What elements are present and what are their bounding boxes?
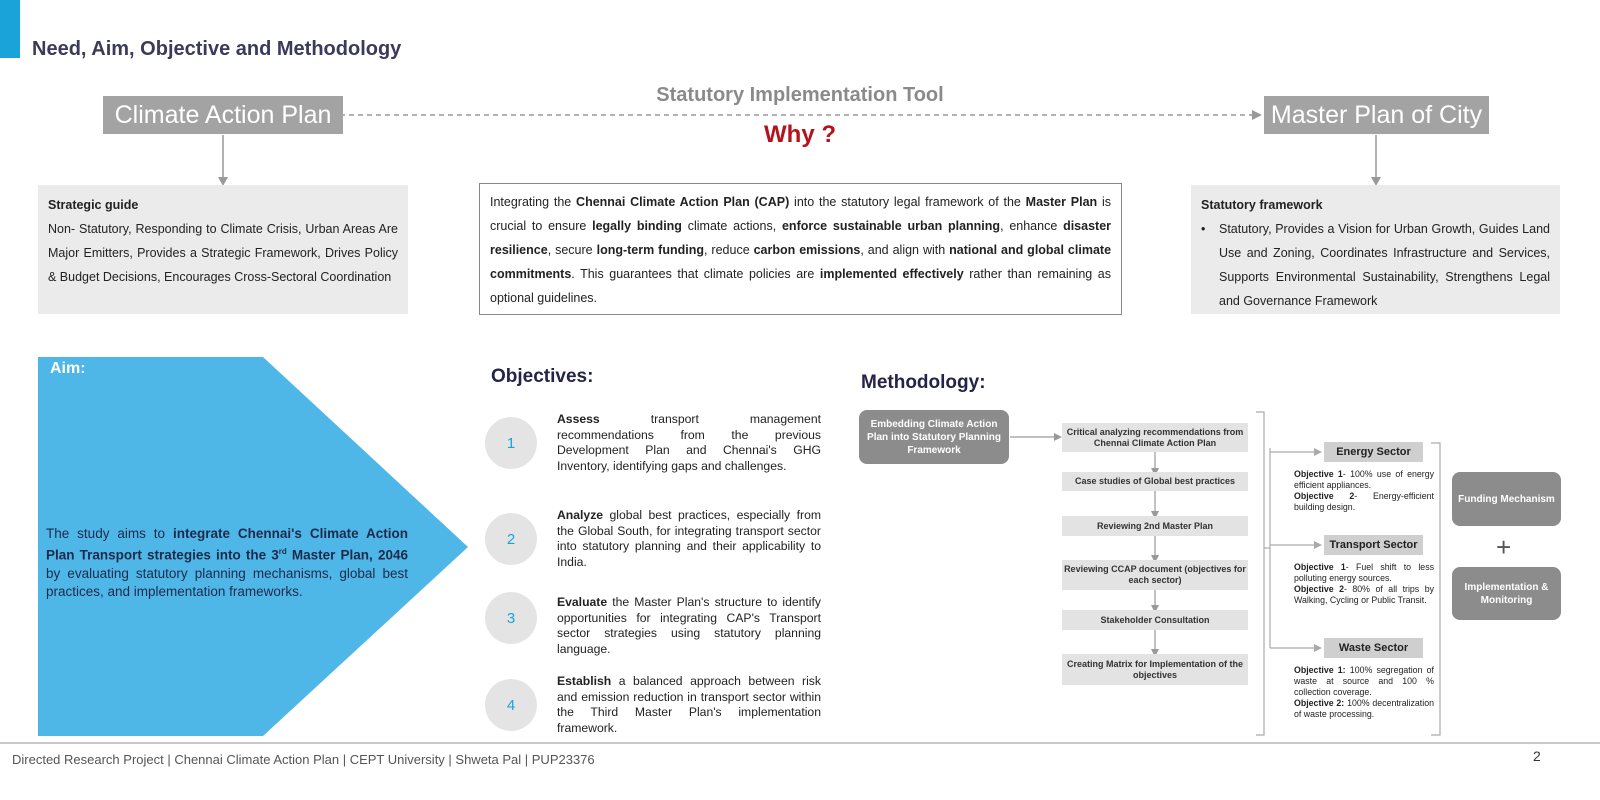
- plus-sign: +: [1496, 532, 1512, 562]
- objective-text: transport management recommendations from the previous Development Plan and Chennai's GHG Inventory, identifying gaps and challenges.: [557, 412, 821, 473]
- objective-verb: Assess: [557, 412, 600, 426]
- objective-verb: Establish: [557, 674, 612, 688]
- aim-text-bold: Master Plan, 2046: [286, 547, 408, 563]
- objective-number-2: 2: [485, 513, 537, 565]
- method-step-2: Case studies of Global best practices: [1062, 472, 1248, 491]
- climate-action-plan-box: Climate Action Plan: [103, 96, 343, 134]
- statutory-body: Statutory, Provides a Vision for Urban Growth, Guides Land Use and Zoning, Coordinates Infrastructure and Services, Supports Environmental Sustainability, Strengthens Legal and Governance Framework: [1219, 222, 1550, 308]
- why-text: rather than remaining as optional guidelines.: [490, 267, 1112, 305]
- page-number: 2: [1533, 748, 1541, 764]
- waste-sector-objectives: [1294, 665, 1434, 720]
- why-text: Integrating the: [490, 195, 577, 209]
- objective-text: global best practices, especially from the Global South, for integrating transport sector into statutory planning and their applicability to India.: [557, 508, 821, 569]
- objective-text: the Master Plan's structure to identify opportunities for integrating CAP's Transport sector strategies using statutory planning language.: [557, 595, 821, 656]
- objective-label: Objective 1: [1294, 469, 1343, 479]
- why-text: into the statutory legal framework of the: [789, 195, 1026, 209]
- statutory-heading: Statutory framework: [1201, 198, 1323, 212]
- objective-label: Objective 2: [1294, 584, 1344, 594]
- why-bold: enforce sustainable urban planning: [781, 219, 1001, 233]
- objective-text: a balanced approach between risk and emission reduction in transport sector within the Third Master Plan's implementation framework.: [557, 674, 821, 735]
- method-step-5: Stakeholder Consultation: [1062, 610, 1248, 630]
- why-bold: legally binding: [592, 219, 682, 233]
- why-bold: Master Plan: [1025, 195, 1098, 209]
- aim-text-part: by evaluating statutory planning mechanisms, global best practices, and implementation frameworks.: [46, 565, 408, 599]
- objective-label: Objective 1:: [1294, 665, 1346, 675]
- waste-sector-title: Waste Sector: [1324, 638, 1423, 658]
- objective-detail: - 100% use of energy efficient appliances.: [1294, 469, 1434, 490]
- why-text: climate actions,: [681, 219, 782, 233]
- why-text: , reduce: [704, 243, 754, 257]
- why-text: , and align with: [860, 243, 950, 257]
- objective-detail: - 80% of all trips by Walking, Cycling or Public Transit.: [1294, 584, 1434, 605]
- footer-text: Directed Research Project | Chennai Climate Action Plan | CEPT University | Shweta Pal | PUP23376: [12, 752, 595, 767]
- objective-number-3: 3: [485, 592, 537, 644]
- objective-label: Objective 2: [1294, 491, 1355, 501]
- why-bold: disaster resilience: [490, 219, 1112, 257]
- why-bold: implemented effectively: [819, 267, 964, 281]
- implementation-monitoring-box: Implementation & Monitoring: [1452, 567, 1561, 620]
- why-label: Why ?: [764, 121, 836, 148]
- objectives-heading: Objectives:: [491, 366, 594, 387]
- objective-verb: Analyze: [557, 508, 604, 522]
- method-step-6: Creating Matrix for Implementation of the objectives: [1062, 654, 1248, 685]
- aim-heading: Aim:: [50, 360, 86, 377]
- methodology-start-box: Embedding Climate Action Plan into Statutory Planning Framework: [859, 410, 1009, 464]
- transport-sector-title: Transport Sector: [1324, 535, 1423, 555]
- method-step-1: Critical analyzing recommendations from Chennai Climate Action Plan: [1062, 423, 1248, 452]
- objective-detail: 100% decentralization of waste processing.: [1294, 698, 1434, 719]
- aim-text-part: The study aims to: [46, 526, 173, 541]
- why-bold: long-term funding: [596, 243, 704, 257]
- objective-number-1: 1: [485, 417, 537, 469]
- objective-detail: - Fuel shift to less polluting energy sources.: [1294, 562, 1434, 583]
- transport-sector-objectives: [1294, 562, 1434, 606]
- why-bold: carbon emissions: [753, 243, 861, 257]
- method-step-4: Reviewing CCAP document (objectives for each sector): [1062, 560, 1248, 590]
- why-bold: national and global climate commitments: [490, 243, 1112, 281]
- methodology-heading: Methodology:: [861, 372, 986, 393]
- why-text: , secure: [547, 243, 597, 257]
- tool-label: Statutory Implementation Tool: [656, 84, 944, 106]
- strategic-heading: Strategic guide: [48, 198, 139, 212]
- funding-mechanism-box: Funding Mechanism: [1452, 472, 1561, 526]
- strategic-body: Non- Statutory, Responding to Climate Crisis, Urban Areas Are Major Emitters, Provides a Strategic Framework, Drives Policy & Budget Decisions, Encourages Cross-Sectoral Coordination: [48, 222, 398, 284]
- aim-sup: rd: [278, 547, 287, 556]
- energy-sector-objectives: [1294, 469, 1434, 513]
- objective-detail: 100% segregation of waste at source and 100 % collection coverage.: [1294, 665, 1434, 697]
- objective-label: Objective 2:: [1294, 698, 1345, 708]
- objective-label: Objective 1: [1294, 562, 1346, 572]
- aim-text-bold: integrate Chennai's Climate Action Plan Transport strategies into the 3: [46, 526, 408, 563]
- why-text: . This guarantees that climate policies are: [571, 267, 820, 281]
- energy-sector-title: Energy Sector: [1324, 442, 1423, 462]
- why-text: is crucial to ensure: [490, 195, 1111, 233]
- why-text: , enhance: [1000, 219, 1064, 233]
- footer-divider: [0, 742, 1600, 744]
- objective-verb: Evaluate: [557, 595, 608, 609]
- bullet: •: [1201, 222, 1206, 236]
- master-plan-box: Master Plan of City: [1264, 96, 1489, 134]
- why-bold: Chennai Climate Action Plan (CAP): [576, 195, 790, 209]
- page-title: Need, Aim, Objective and Methodology: [32, 38, 402, 60]
- objective-number-4: 4: [485, 679, 537, 731]
- method-step-3: Reviewing 2nd Master Plan: [1062, 516, 1248, 536]
- objective-detail: - Energy-efficient building design.: [1294, 491, 1434, 512]
